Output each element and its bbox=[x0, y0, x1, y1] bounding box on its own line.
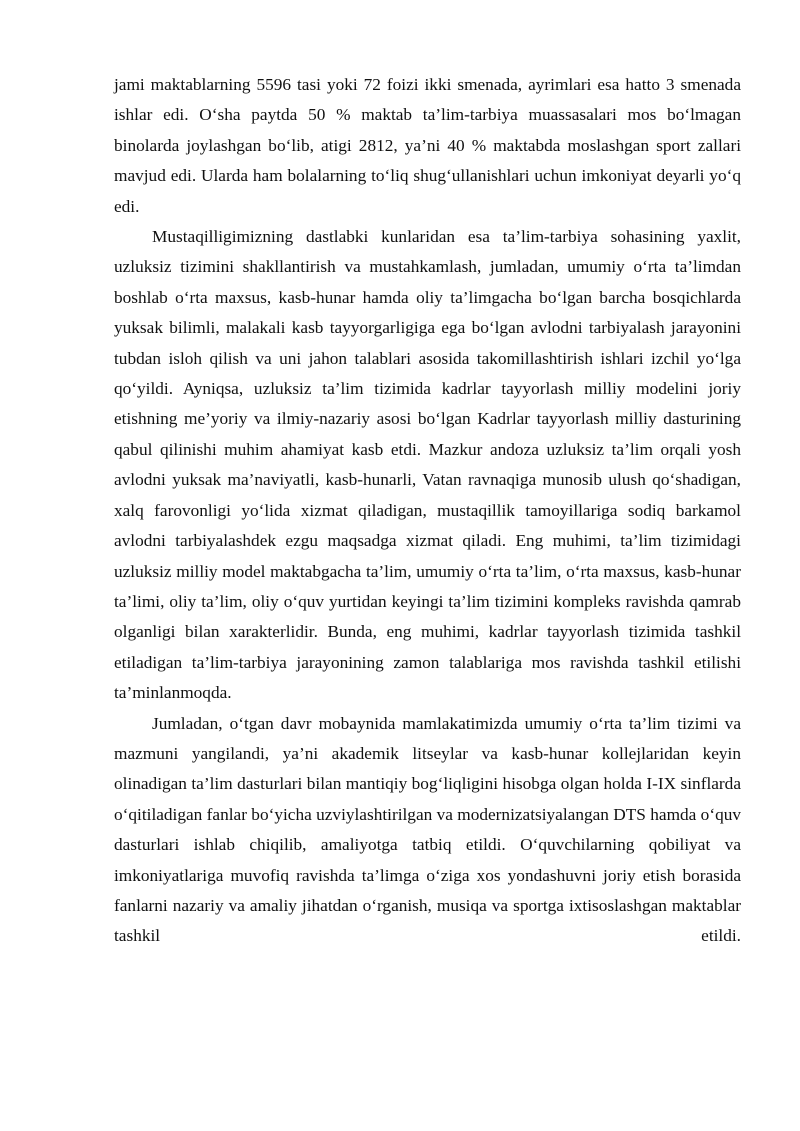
paragraph-jumladan: Jumladan, o‘tgan davr mobaynida mamlakatimizda umumiy o‘rta ta’lim tizimi va mazmuni yangilandi, ya’ni akademik litseylar va kasb-hunar kollejlaridan keyin olinadigan ta’lim dasturlari bilan mantiqiy bog‘liqligini hisobga olgan holda I-IX sinflarda o‘qitiladigan fanlar bo‘yicha uzviylashtirilgan va modernizatsiyalangan DTS hamda o‘quv dasturlari ishlab chiqilib, amaliyotga tatbiq etildi. O‘quvchilarning qobiliyat va imkoniyatlariga muvofiq ravishda ta’limga o‘ziga xos yondashuvni joriy etish borasida fanlarni nazariy va amaliy jihatdan o‘rganish, musiqa va sportga ixtisoslashgan maktablar tashkil etildi. bbox=[114, 713, 741, 946]
paragraph-mustaqillik: Mustaqilligimizning dastlabki kunlaridan esa ta’lim-tarbiya sohasining yaxlit, uzluksiz tizimini shakllantirish va mustahkamlash, jumladan, umumiy o‘rta ta’limdan boshlab o‘rta maxsus, kasb-hunar hamda oliy ta’limgacha bo‘lgan barcha bosqichlarda yuksak bilimli, malakali kasb tayyorgarligiga ega bo‘lgan avlodni tarbiyalash jarayonini tubdan isloh qilish va uni jahon talablari asosida takomillashtirish ishlari izchil yo‘lga qo‘yildi. Ayniqsa, uzluksiz ta’lim tizimida kadrlar tayyorlash milliy modelini joriy etishning me’yoriy va ilmiy-nazariy asosi bo‘lgan Kadrlar tayyorlash milliy dasturining qabul qilinishi muhim ahamiyat kasb etdi. Mazkur andoza uzluksiz ta’lim orqali yosh avlodni yuksak ma’naviyatli, kasb-hunarli, Vatan ravnaqiga munosib ulush qo‘shadigan, xalq farovonligi yo‘lida xizmat qiladigan, mustaqillik tamoyillariga sodiq barkamol avlodni tarbiyalashdek ezgu maqsadga xizmat qiladi. Eng muhimi, ta’lim tizimidagi uzluksiz milliy model maktabgacha ta’lim, umumiy o‘rta ta’lim, o‘rta maxsus, kasb-hunar ta’limi, oliy ta’lim, oliy o‘quv yurtidan keyingi ta’lim tizimini kompleks ravishda qamrab olganligi bilan xarakterlidir. Bunda, eng muhimi, kadrlar tayyorlash tizimida tashkil etiladigan ta’lim-tarbiya jarayonining zamon talablariga mos ravishda tashkil etilishi ta’minlanmoqda. bbox=[114, 227, 741, 703]
paragraph-continuation: jami maktablarning 5596 tasi yoki 72 foizi ikki smenada, ayrimlari esa hatto 3 smenada ishlar edi. O‘sha paytda 50 % maktab ta’lim-tarbiya muassasalari mos bo‘lmagan binolarda joylashgan bo‘lib, atigi 2812, ya’ni 40 % maktabda moslashgan sport zallari mavjud edi. Ularda ham bolalarning to‘liq shug‘ullanishlari uchun imkoniyat deyarli yo‘q edi. bbox=[114, 75, 741, 216]
